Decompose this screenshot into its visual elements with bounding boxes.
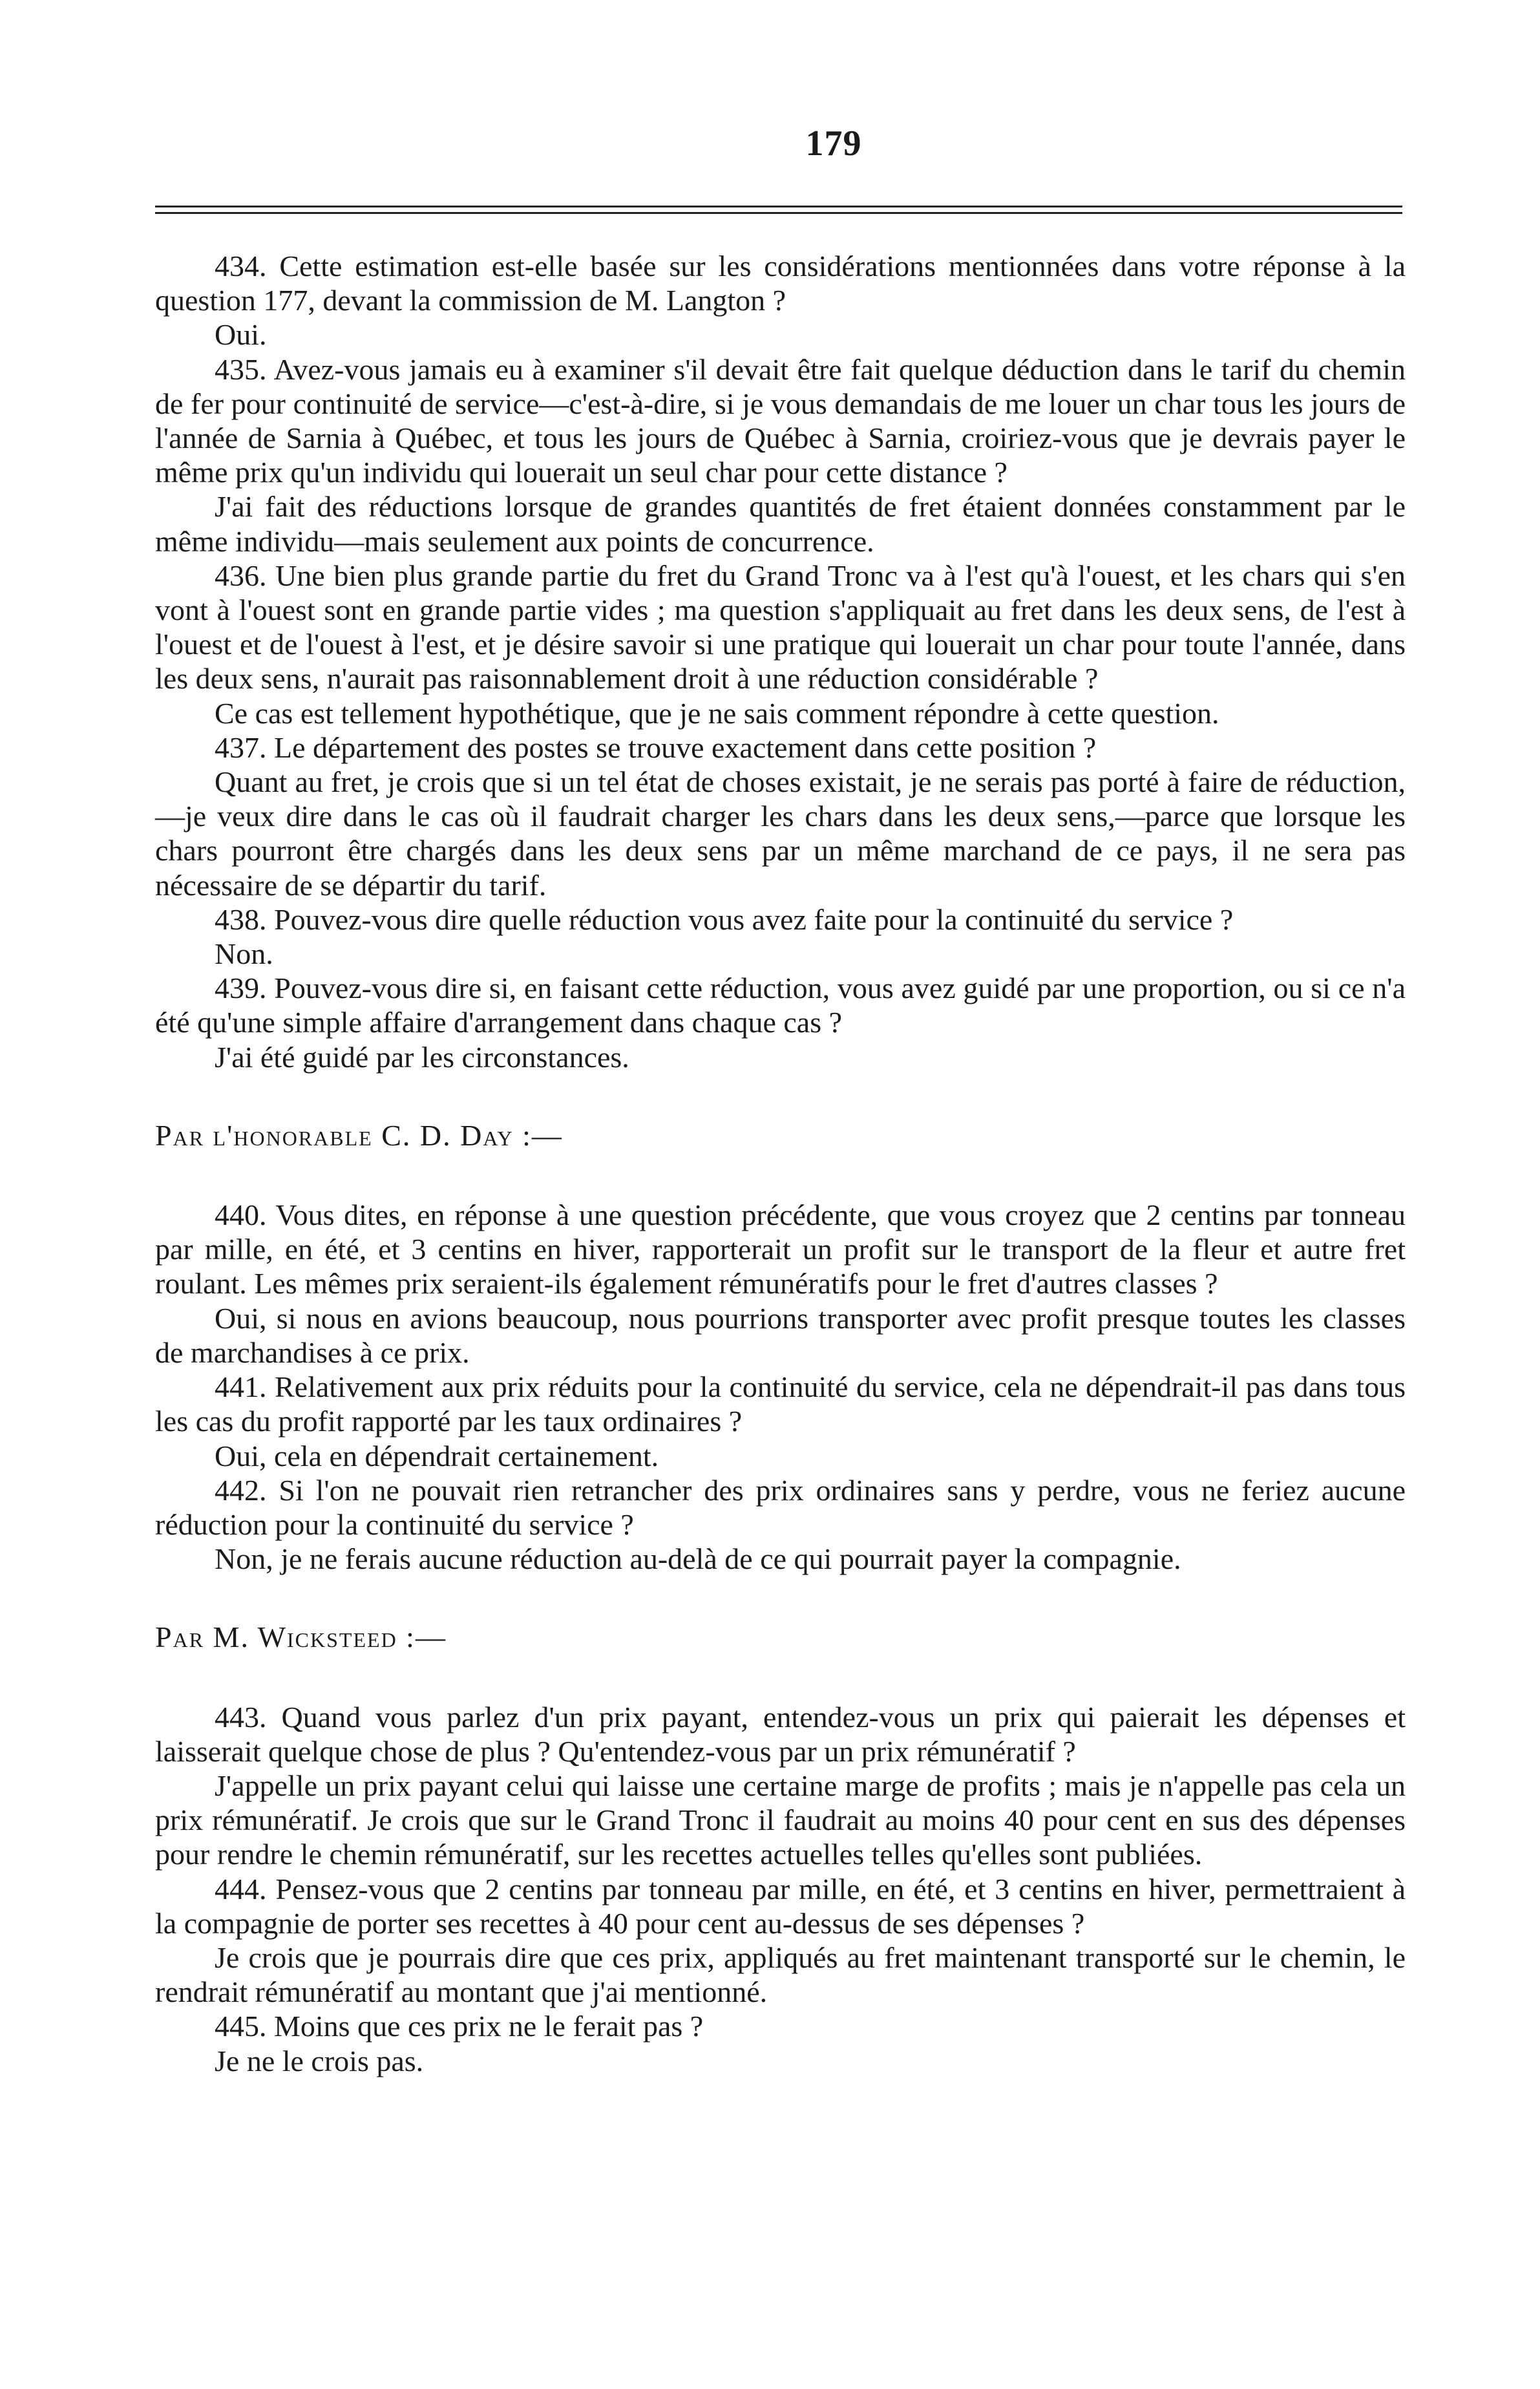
question-437: 437. Le département des postes se trouve exactement dans cette position ? [215, 730, 1097, 764]
header-rule-bottom [155, 212, 1402, 214]
question-438: 438. Pouvez-vous dire quelle réduction vous avez faite pour la continuité du service ? [215, 902, 1234, 936]
answer-437: Quant au fret, je crois que si un tel état de choses existait, je ne serais pas porté à faire de réduction,—je veux dire dans le cas où il faudrait charger les chars dans les deux sens,—parce que lorsque les chars pourront être chargés dans les deux sens par un même marchand de ce pays, il ne sera pas nécessaire de se départir du tarif. [155, 765, 1406, 902]
answer-445: Je ne le crois pas. [215, 2044, 424, 2077]
answer-434: Oui. [215, 318, 267, 352]
question-445: 445. Moins que ces prix ne le ferait pas ? [215, 2010, 704, 2043]
answer-435: J'ai fait des réductions lorsque de grandes quantités de fret étaient données constamment par le même individu—mais seulement aux points de concurrence. [155, 490, 1406, 558]
question-434: 434. Cette estimation est-elle basée sur les considérations mentionnées dans votre réponse à la question 177, devant la commission de M. Langton ? [155, 250, 1406, 317]
section-heading-day: Par l'honorable C. D. Day :— [155, 1118, 563, 1152]
section-gap [155, 1655, 1406, 1700]
answer-436: Ce cas est tellement hypothétique, que je ne sais comment répondre à cette question. [215, 696, 1219, 730]
question-442: 442. Si l'on ne pouvait rien retrancher des prix ordinaires sans y perdre, vous ne feriez aucune réduction pour la continuité du service ? [155, 1473, 1406, 1541]
question-436: 436. Une bien plus grande partie du fret du Grand Tronc va à l'est qu'à l'ouest, et les chars qui s'en vont à l'ouest sont en grande partie vides ; ma question s'appliquait au fret dans les deux sens, de l'est à l'ouest et de l'ouest à l'est, et je désire savoir si une pratique qui louerait un char pour toute l'année, dans les deux sens, n'aurait pas raisonnablement droit à une réduction considérable ? [155, 558, 1406, 695]
section-heading-wicksteed: Par M. Wicksteed :— [155, 1620, 447, 1654]
section-gap [155, 1576, 1406, 1620]
answer-442: Non, je ne ferais aucune réduction au-delà de ce qui pourrait payer la compagnie. [215, 1542, 1181, 1576]
section-gap [155, 1152, 1406, 1198]
header-rule-top [155, 206, 1402, 207]
question-439: 439. Pouvez-vous dire si, en faisant cette réduction, vous avez guidé par une proportion, ou si ce n'a été qu'une simple affaire d'arrangement dans chaque cas ? [155, 972, 1406, 1039]
question-440: 440. Vous dites, en réponse à une question précédente, que vous croyez que 2 centins par tonneau par mille, en été, et 3 centins en hiver, rapporterait un profit sur le transport de la fleur et autre fret roulant. Les mêmes prix seraient-ils également rémunératifs pour le fret d'autres classes ? [155, 1198, 1406, 1301]
answer-443: J'appelle un prix payant celui qui laisse une certaine marge de profits ; mais je n'appelle pas cela un prix rémunératif. Je crois que sur le Grand Tronc il faudrait au moins 40 pour cent en sus des dépenses pour rendre le chemin rémunératif, sur les recettes actuelles telles qu'elles sont publiées. [155, 1768, 1406, 1871]
page-number: 179 [805, 123, 862, 164]
question-435: 435. Avez-vous jamais eu à examiner s'il devait être fait quelque déduction dans le tarif du chemin de fer pour continuité de service—c'est-à-dire, si je vous demandais de me louer un char tous les jours de l'année de Sarnia à Québec, et tous les jours de Québec à Sarnia, croiriez-vous que je devrais payer le même prix qu'un individu qui louerait un seul char pour cette distance ? [155, 352, 1406, 489]
answer-441: Oui, cela en dépendrait certainement. [215, 1439, 659, 1472]
question-444: 444. Pensez-vous que 2 centins par tonneau par mille, en été, et 3 centins en hiver, permettraient à la compagnie de porter ses recettes à 40 pour cent au-dessus de ses dépenses ? [155, 1872, 1406, 1940]
question-441: 441. Relativement aux prix réduits pour la continuité du service, cela ne dépendrait-il pas dans tous les cas du profit rapporté par les taux ordinaires ? [155, 1370, 1406, 1438]
section-gap [155, 1074, 1406, 1118]
question-443: 443. Quand vous parlez d'un prix payant, entendez-vous un prix qui paierait les dépenses et laisserait quelque chose de plus ? Qu'entendez-vous par un prix rémunératif ? [155, 1700, 1406, 1768]
answer-439: J'ai été guidé par les circonstances. [215, 1040, 629, 1074]
body-text [155, 249, 1406, 2078]
answer-444: Je crois que je pourrais dire que ces prix, appliqués au fret maintenant transporté sur le chemin, le rendrait rémunératif au montant que j'ai mentionné. [155, 1940, 1406, 2009]
answer-438: Non. [215, 937, 273, 971]
answer-440: Oui, si nous en avions beaucoup, nous pourrions transporter avec profit presque toutes les classes de marchandises à ce prix. [155, 1301, 1406, 1369]
